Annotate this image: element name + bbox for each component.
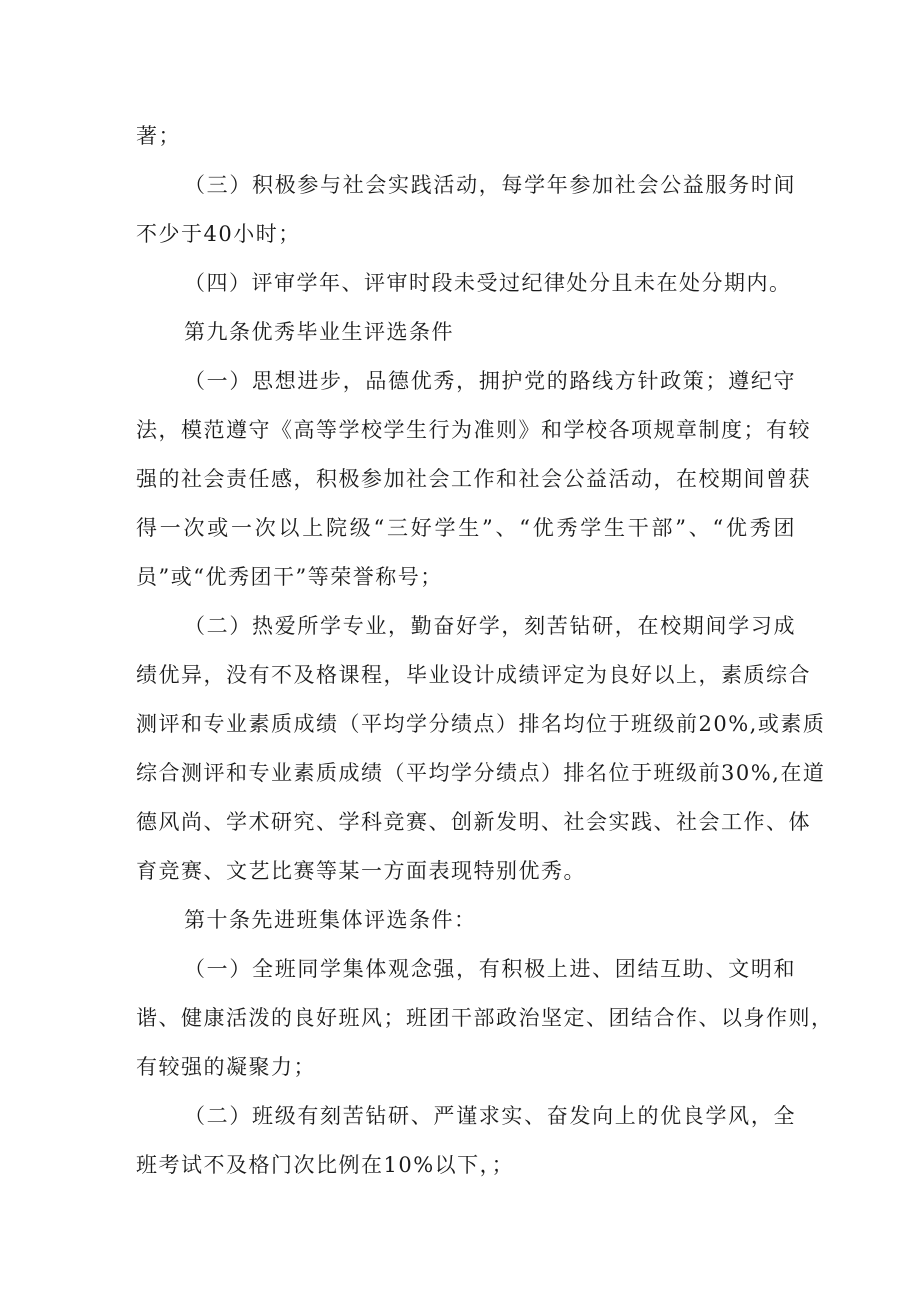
text-line: 班考试不及格门次比例在10%以下，； bbox=[136, 1153, 515, 1177]
text-line: 有较强的凝聚力； bbox=[136, 1055, 316, 1079]
text-line: 测评和专业素质成绩（平均学分绩点）排名均位于班级前20%,或素质 bbox=[136, 712, 826, 736]
text-line: （一）思想进步，品德优秀，拥护党的路线方针政策；遵纪守 bbox=[184, 369, 796, 393]
text-line: （三）积极参与社会实践活动，每学年参加社会公益服务时间 bbox=[184, 173, 796, 197]
text-line: 德风尚、学术研究、学科竞赛、创新发明、社会实践、社会工作、体 bbox=[136, 810, 811, 834]
text-line: 综合测评和专业素质成绩（平均学分绩点）排名位于班级前30%,在道 bbox=[136, 761, 826, 785]
text-line: （二）班级有刻苦钻研、严谨求实、奋发向上的优良学风，全 bbox=[184, 1104, 796, 1128]
text-line: （一）全班同学集体观念强，有积极上进、团结互助、文明和 bbox=[184, 957, 796, 981]
text-line: 法，模范遵守《高等学校学生行为准则》和学校各项规章制度；有较 bbox=[136, 418, 811, 442]
section-heading: 第十条先进班集体评选条件： bbox=[184, 908, 477, 932]
text-line: 不少于40小时； bbox=[136, 222, 301, 246]
text-line: 著； bbox=[136, 124, 181, 148]
text-line: （二）热爱所学专业，勤奋好学，刻苦钻研，在校期间学习成 bbox=[184, 614, 796, 638]
text-line: 强的社会责任感，积极参加社会工作和社会公益活动，在校期间曾获 bbox=[136, 467, 811, 491]
text-line: 谐、健康活泼的良好班风；班团干部政治坚定、团结合作、以身作则， bbox=[136, 1006, 834, 1030]
text-line: 得一次或一次以上院级“三好学生”、“优秀学生干部”、“优秀团 bbox=[136, 516, 796, 540]
text-line: 绩优异，没有不及格课程，毕业设计成绩评定为良好以上，素质综合 bbox=[136, 663, 811, 687]
text-line: 员”或“优秀团干”等荣誉称号； bbox=[136, 565, 443, 589]
text-line: 育竞赛、文艺比赛等某一方面表现特别优秀。 bbox=[136, 859, 586, 883]
section-heading: 第九条优秀毕业生评选条件 bbox=[184, 320, 454, 344]
text-line: （四）评审学年、评审时段未受过纪律处分且未在处分期内。 bbox=[184, 271, 792, 295]
